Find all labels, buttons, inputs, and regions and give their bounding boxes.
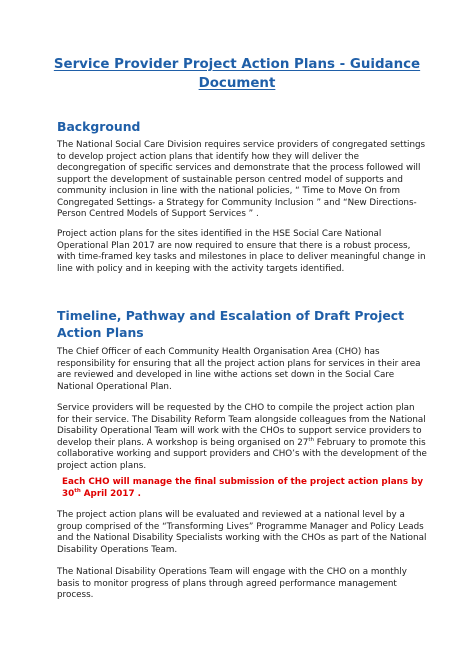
timeline-paragraph-3: The project action plans will be evaluated and reviewed at a national level by a group comprised of the “Transforming Lives” Programme Manager and Policy Leads and the National Disability Specialists working with the CHOs as part of the National Disability Operations Team.: [57, 510, 427, 555]
document-title: Service Provider Project Action Plans - Guidance Document: [53, 57, 421, 91]
date-ordinal-suffix: th: [308, 436, 314, 443]
timeline-heading: Timeline, Pathway and Escalation of Draft Project Action Plans: [57, 308, 404, 340]
deadline-ordinal-suffix: th: [74, 487, 81, 494]
timeline-paragraph-2-text: Service providers will be requested by the CHO to compile the project action plan for their service. The Disability Reform Team alongside colleagues from the National Disability Operational Team will work with the CHOs to support service providers to develop their plans. A workshop is being organised on 27: [57, 403, 426, 448]
background-heading: Background: [57, 119, 141, 134]
timeline-paragraph-1: The Chief Officer of each Community Health Organisation Area (CHO) has responsibility for ensuring that all the project action plans for services in their area are reviewed and developed in line withe actions set down in the Social Care National Operational Plan.: [57, 347, 421, 392]
timeline-paragraph-4: The National Disability Operations Team will engage with the CHO on a monthly basis to monitor progress of plans through agreed performance management process.: [57, 567, 407, 600]
timeline-paragraph-2-text-end: February to promote this collaborative working and support providers and CHO’s with the development of the project action plans.: [57, 437, 427, 471]
background-paragraph-2: Project action plans for the sites identified in the HSE Social Care National Operational Plan 2017 are now required to ensure that there is a robust process, with time-framed key tasks and milestones in place to deliver meaningful change in line with policy and in keeping with the activity targets identified.: [57, 229, 426, 274]
deadline-notice-text: Each CHO will manage the final submission of the project action plans by 30: [62, 477, 424, 499]
background-paragraph-1: The National Social Care Division requires service providers of congregated settings to develop project action plans that identify how they will deliver the decongregation of specific services and demonstrate that the process followed will support the development of sustainable person centred model of supports and community inclusion in line with the national policies, “ Time to Move On from Congregated Settings- a Strategy for Community Inclusion ” and “New Directions- Person Centred Models of Support Services ” .: [57, 140, 426, 219]
submission-deadline-notice: [62, 477, 430, 500]
deadline-notice-text-end: April 2017 .: [80, 488, 141, 499]
timeline-paragraph-2: [57, 403, 429, 472]
